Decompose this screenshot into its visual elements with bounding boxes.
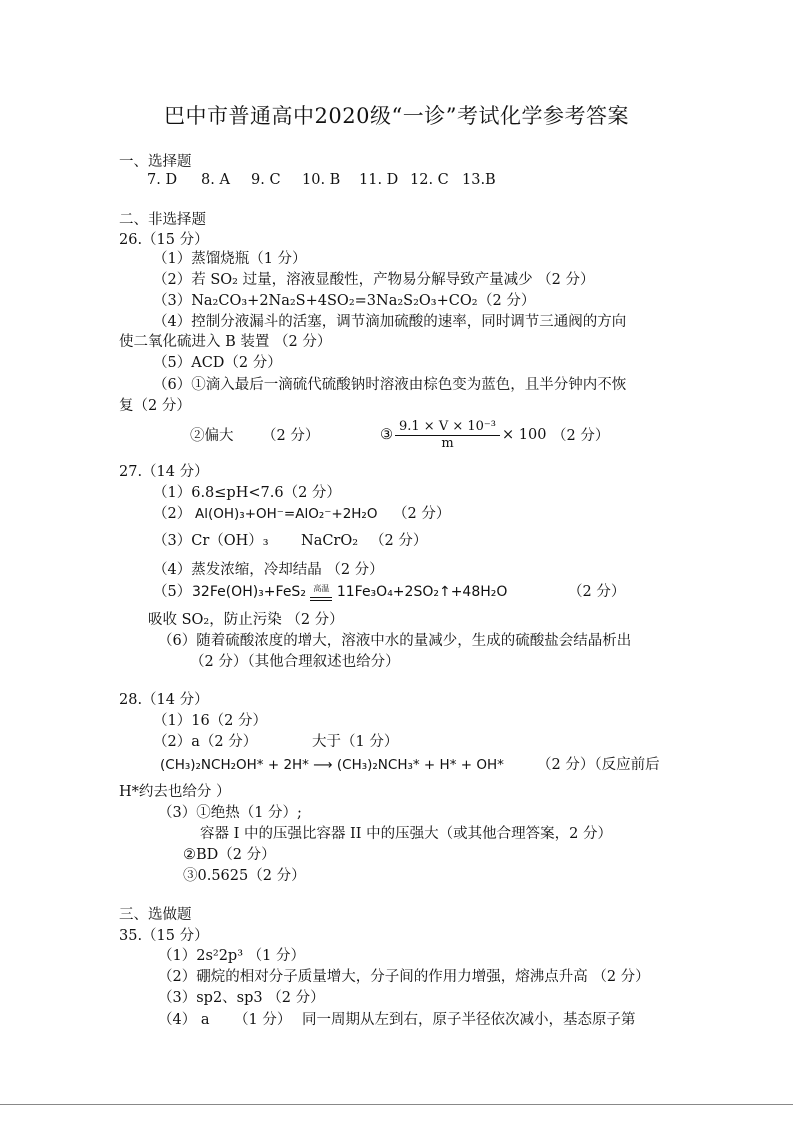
page-title: 巴中市普通高中2020级“一诊”考试化学参考答案: [164, 104, 629, 128]
q35-answer-1: （1）2s²2p³ （1 分）: [158, 948, 305, 964]
q26-formula: [380, 412, 546, 458]
q26-answer-1: （1）蒸馏烧瓶（1 分）: [153, 251, 307, 267]
q26-header: 26.（15 分）: [119, 232, 209, 248]
q28-answer-2-score: （2 分）（反应前后: [537, 757, 660, 773]
q35-answer-4-label: （4） a: [158, 1012, 210, 1028]
q28-answer-3-3: ③0.5625（2 分）: [183, 868, 306, 884]
q27-answer-2-score: （2 分）: [393, 506, 451, 522]
mc-answer: 8. A: [201, 172, 230, 188]
q26-formula-suffix: × 100: [502, 427, 547, 443]
equation-left: 32Fe(OH)₃+FeS₂: [192, 584, 306, 600]
q35-answer-3: （3）sp2、sp3 （2 分）: [158, 990, 325, 1006]
q28-header: 28.（14 分）: [119, 692, 209, 708]
q35-answer-2: （2）硼烷的相对分子质量增大，分子间的作用力增强，熔沸点升高 （2 分）: [158, 969, 650, 985]
q27-answer-3-score: （2 分）: [370, 533, 428, 549]
mc-answer: 7. D: [147, 172, 178, 188]
mc-answer: 9. C: [251, 172, 281, 188]
q27-header: 27.（14 分）: [119, 464, 209, 480]
equation-right: 11Fe₃O₄+2SO₂↑+48H₂O: [336, 584, 508, 600]
page-divider: [0, 1104, 793, 1105]
q26-answer-6-part3-score: （2 分）: [552, 428, 610, 444]
fraction-numerator: 9.1 × V × 10⁻³: [395, 419, 500, 436]
section1-heading: 一、选择题: [119, 154, 192, 170]
mc-answer: 10. B: [302, 172, 341, 188]
q26-answer-6-part2-score: （2 分）: [262, 428, 320, 444]
q27-answer-6-cont: （2 分）（其他合理叙述也给分）: [190, 654, 400, 670]
q28-answer-2-second: 大于（1 分）: [312, 734, 399, 750]
q26-answer-4-cont: 使二氧化硫进入 B 装置 （2 分）: [119, 334, 332, 350]
equation-arrow: [310, 583, 332, 602]
q26-answer-6: （6）①滴入最后一滴硫代硫酸钠时溶液由棕色变为蓝色，且半分钟内不恢: [153, 377, 627, 393]
q27-answer-3-second: NaCrO₂: [301, 533, 359, 549]
q28-answer-2: （2）a（2 分）: [153, 734, 258, 750]
fraction: [395, 419, 500, 452]
q27-answer-5-label: （5）: [153, 584, 192, 600]
q26-answer-2: （2）若 SO₂ 过量，溶液显酸性，产物易分解导致产量减少 （2 分）: [153, 272, 595, 288]
q26-answer-3: （3）Na₂CO₃+2Na₂S+4SO₂=3Na₂S₂O₃+CO₂: [153, 293, 478, 309]
reaction-condition: 高温: [313, 583, 330, 593]
q26-formula-prefix: ③: [380, 427, 393, 443]
q35-header: 35.（15 分）: [119, 928, 209, 944]
q26-answer-6-cont: 复（2 分）: [119, 398, 191, 414]
q28-answer-3-1-detail: 容器 I 中的压强比容器 II 中的压强大（或其他合理答案，2 分）: [200, 826, 612, 842]
q27-equation-2: [192, 582, 507, 602]
q27-answer-6: （6）随着硫酸浓度的增大，溶液中水的量减少，生成的硫酸盐会结晶析出: [158, 633, 632, 649]
q26-answer-4: （4）控制分液漏斗的活塞，调节滴加硫酸的速率，同时调节三通阀的方向: [153, 314, 627, 330]
q27-answer-2-label: （2）: [153, 506, 192, 522]
q28-answer-1: （1）16（2 分）: [153, 713, 268, 729]
q28-equation: (CH₃)₂NCH₂OH* + 2H* ⟶ (CH₃)₂NCH₃* + H* + OH*: [160, 757, 504, 773]
mc-answer: 11. D: [359, 172, 399, 188]
q27-answer-4: （4）蒸发浓缩，冷却结晶 （2 分）: [153, 562, 384, 578]
q26-answer-6-part2: ②偏大: [190, 428, 234, 444]
q35-answer-4-score: （1 分）: [234, 1012, 292, 1028]
q35-answer-4-text: 同一周期从左到右，原子半径依次减小，基态原子第: [302, 1012, 636, 1028]
q27-answer-3: （3）Cr（OH）₃: [153, 533, 269, 549]
mc-answer: 12. C: [410, 172, 449, 188]
q26-answer-3-score: （2 分）: [478, 293, 536, 309]
q28-answer-2-note: H*约去也给分 ）: [119, 784, 231, 800]
q26-answer-5: （5）ACD（2 分）: [153, 355, 282, 371]
q28-answer-3-1: （3）①绝热（1 分）;: [158, 805, 302, 821]
q27-answer-5-score: （2 分）: [568, 584, 626, 600]
fraction-denominator: m: [441, 435, 454, 451]
q27-answer-1: （1）6.8≤pH<7.6（2 分）: [153, 485, 341, 501]
section3-heading: 三、选做题: [119, 907, 192, 923]
q27-answer-5-note: 吸收 SO₂，防止污染 （2 分）: [148, 612, 344, 628]
q27-equation-1: Al(OH)₃+OH⁻=AlO₂⁻+2H₂O: [195, 506, 378, 522]
mc-answer: 13.B: [462, 172, 496, 188]
section2-heading: 二、非选择题: [119, 212, 206, 228]
q28-answer-3-2: ②BD（2 分）: [183, 847, 276, 863]
